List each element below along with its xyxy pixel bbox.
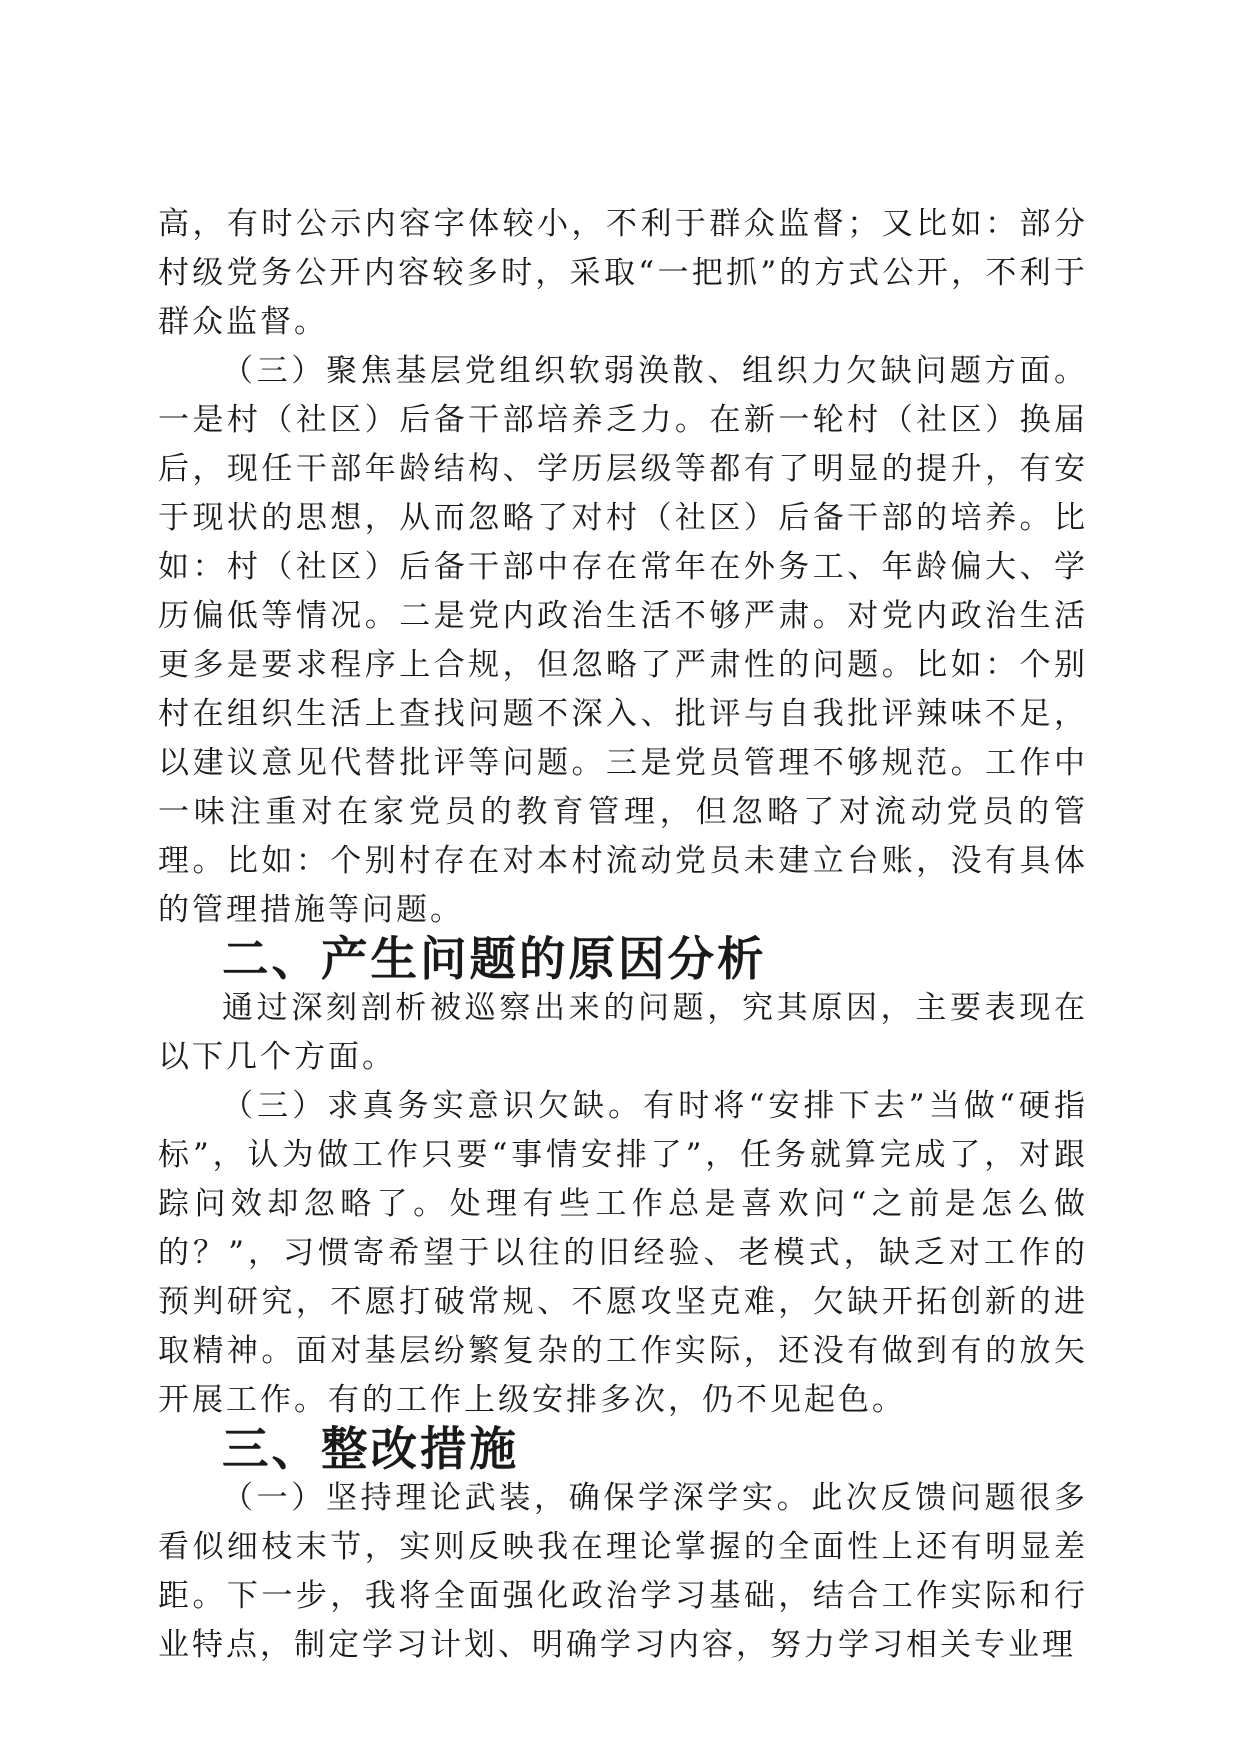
heading-rectification-measures: 三、整改措施 [222,1422,519,1476]
paragraph-theory-study: （一）坚持理论武装，确保学深学实。此次反馈问题很多看似细枝末节，实则反映我在理论掌握的全面性上还有明显差距。下一步，我将全面强化政治学习基础，结合工作实际和行业特点，制定学习计划、明确学习内容，努力学习相关专业理 [158,1480,1088,1663]
paragraph-cause-intro: 通过深刻剖析被巡察出来的问题，究其原因，主要表现在以下几个方面。 [158,990,1088,1075]
paragraph-continuation: 高，有时公示内容字体较小，不利于群众监督；又比如：部分村级党务公开内容较多时，采取“一把抓”的方式公开，不利于群众监督。 [158,206,1088,340]
paragraph-pragmatism-lacking: （三）求真务实意识欠缺。有时将“安排下去”当做“硬指标”，认为做工作只要“事情安排了”，任务就算完成了，对跟踪问效却忽略了。处理有些工作总是喜欢问“之前是怎么做的？”，习惯寄希望于以往的旧经验、老模式，缺乏对工作的预判研究，不愿打破常规、不愿攻坚克难，欠缺开拓创新的进取精神。面对基层纷繁复杂的工作实际，还没有做到有的放矢开展工作。有的工作上级安排多次，仍不见起色。 [158,1088,1088,1418]
paragraph-section-three-weak-organization: （三）聚焦基层党组织软弱涣散、组织力欠缺问题方面。一是村（社区）后备干部培养乏力。在新一轮村（社区）换届后，现任干部年龄结构、学历层级等都有了明显的提升，有安于现状的思想，从而忽略了对村（社区）后备干部的培养。比如：村（社区）后备干部中存在常年在外务工、年龄偏大、学历偏低等情况。二是党内政治生活不够严肃。对党内政治生活更多是要求程序上合规，但忽略了严肃性的问题。比如：个别村在组织生活上查找问题不深入、批评与自我批评辣味不足，以建议意见代替批评等问题。三是党员管理不够规范。工作中一味注重对在家党员的教育管理，但忽略了对流动党员的管理。比如：个别村存在对本村流动党员未建立台账，没有具体的管理措施等问题。 [158,353,1088,928]
heading-cause-analysis: 二、产生问题的原因分析 [222,932,767,986]
document-page [158,200,1088,1670]
